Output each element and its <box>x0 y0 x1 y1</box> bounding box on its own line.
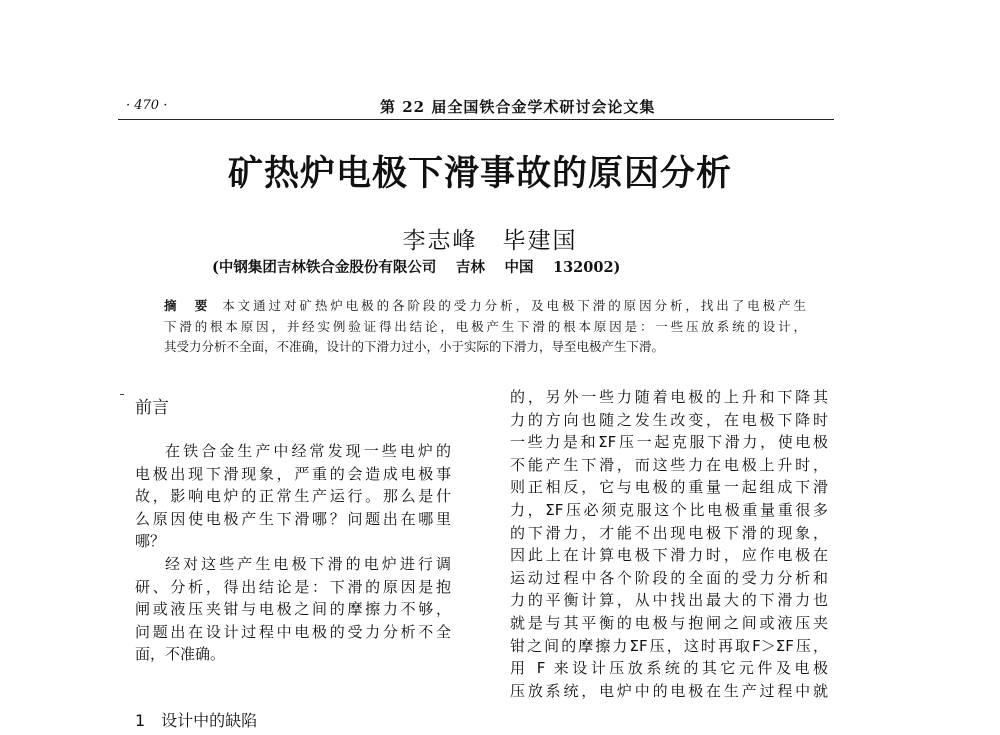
affiliation: (中钢集团吉林铁合金股份有限公司 吉林 中国 132002) <box>212 259 621 276</box>
paragraph-line: 面，不准确。 <box>135 645 226 664</box>
running-header-journal: 第 22 届全国铁合金学术研讨会论文集 <box>380 98 656 116</box>
paragraph-line: 故，影响电炉的正常生产运行。那么是什 <box>135 487 451 506</box>
abstract-label: 摘 要 <box>164 298 215 313</box>
abstract-line: 其受力分析不全面，不准确，设计的下滑力过小，小于实际的下滑力，导至电极产生下滑。 <box>164 339 665 354</box>
paragraph-line: 研、分析，得出结论是：下滑的原因是抱 <box>135 577 451 596</box>
paragraph-line: 一些力是和ΣF压一起克服下滑力，使电极 <box>510 433 828 452</box>
abstract-text: 本文通过对矿热炉电极的各阶段的受力分析，及电极下滑的原因分析，找出了电极产生 <box>222 298 806 313</box>
paper-title: 矿热炉电极下滑事故的原因分析 <box>227 154 732 194</box>
margin-mark <box>120 394 124 395</box>
paragraph-line: 力的方向也随之发生改变，在电极下降时 <box>510 410 828 429</box>
authors: 李志峰 毕建国 <box>402 228 578 254</box>
paragraph-line: 问题出在设计过程中电极的受力分析不全 <box>135 622 451 641</box>
paragraph-line: 哪？ <box>135 532 166 551</box>
paragraph-line: 力，ΣF压必须克服这个比电极重量重很多 <box>510 500 828 519</box>
page-number: · 470 · <box>126 98 168 113</box>
paragraph-line: 就是与其平衡的电极与抱闸之间或液压夹 <box>510 613 828 632</box>
paragraph-line: 压放系统，电炉中的电极在生产过程中就 <box>510 681 828 700</box>
right-column <box>510 386 828 702</box>
paragraph-line: 力的平衡计算，从中找出最大的下滑力也 <box>510 591 828 610</box>
left-column <box>135 440 451 666</box>
paragraph-line: 运动过程中各个阶段的全面的受力分析和 <box>510 568 828 587</box>
abstract-line: 下滑的根本原因，并经实例验证得出结论，电极产生下滑的根本原因是：一些压放系统的设计， <box>164 318 806 334</box>
paragraph-line: 么原因使电极产生下滑哪？问题出在哪里 <box>135 509 451 528</box>
paragraph-line: 的，另外一些力随着电极的上升和下降其 <box>510 388 828 406</box>
paragraph-line: 经对这些产生电极下滑的电炉进行调 <box>165 554 451 573</box>
paragraph-line: 的下滑力，才能不出现电极下滑的现象， <box>510 523 828 542</box>
paragraph-line: 因此上在计算电极下滑力时，应作电极在 <box>510 546 828 565</box>
abstract-line <box>164 296 806 317</box>
paragraph-line: 钳之间的摩擦力ΣF压，这时再取F＞ΣF压， <box>510 636 828 655</box>
paragraph-line: 不能产生下滑，而这些力在电极上升时， <box>510 455 828 474</box>
section-heading-1: 1 设计中的缺陷 <box>135 711 258 730</box>
paragraph-line: 则正相反，它与电极的重量一起组成下滑 <box>510 478 828 497</box>
paragraph-line: 电极出现下滑现象，严重的会造成电极事 <box>135 464 451 483</box>
abstract <box>164 296 806 358</box>
paragraph-line: 闸或液压夹钳与电极之间的摩擦力不够， <box>135 600 451 619</box>
paragraph-line: 用 F 来设计压放系统的其它元件及电极 <box>510 659 828 678</box>
header-rule <box>118 119 834 120</box>
paragraph-line: 在铁合金生产中经常发现一些电炉的 <box>165 442 451 460</box>
section-heading-intro: 前言 <box>135 398 169 418</box>
